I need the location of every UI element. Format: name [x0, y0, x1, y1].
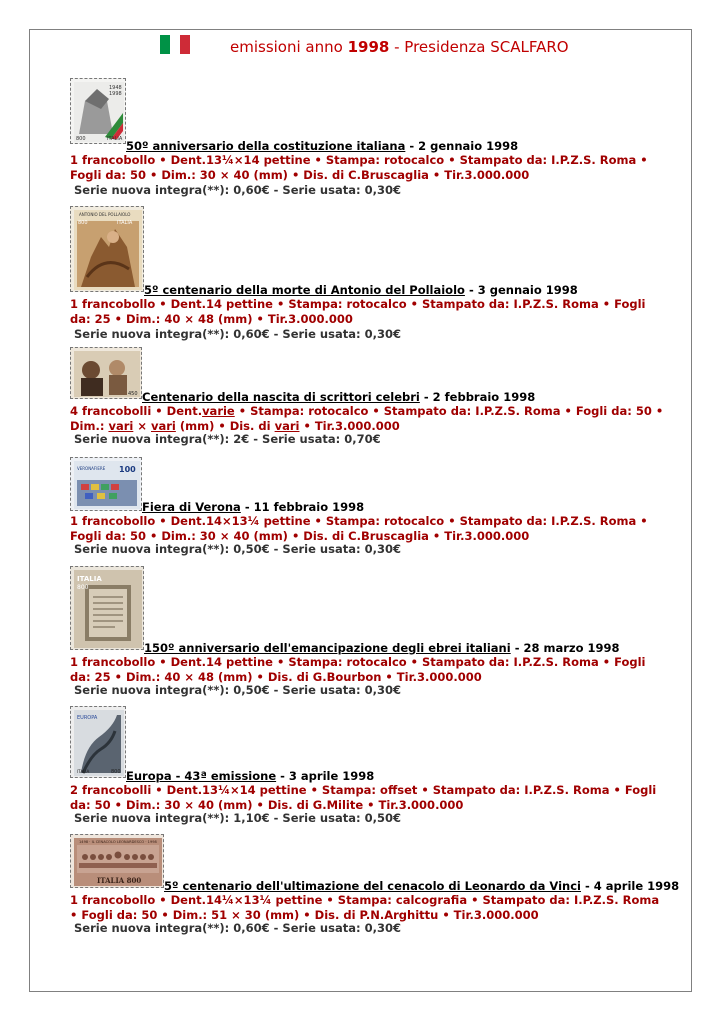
info-link[interactable]: varie — [202, 404, 235, 418]
page-title — [230, 38, 569, 56]
issue-date: - 2 gennaio 1998 — [409, 139, 519, 153]
stamp-illustration — [71, 348, 142, 399]
stamp-text: 1498 · IL CENACOLO LEONARDESCO · 1998 — [79, 840, 157, 844]
stamp-text: 800 — [77, 584, 89, 591]
issue-name-link[interactable]: 5º centenario dell'ultimazione del cenacolo di Leonardo da Vinci — [164, 879, 581, 893]
issue-details: 1 francobollo • Dent.14×13¼ pettine • Stampa: rotocalco • Stampato da: I.P.Z.S. Roma • Fogli da: 50 • Dim.: 30 × 40 (mm) • Dis. di C.Bruscaglia • Tir.3.000.000 — [70, 514, 648, 543]
stamp-image[interactable] — [70, 706, 126, 778]
issue-details: 1 francobollo • Dent.13¼×14 pettine • Stampa: rotocalco • Stampato da: I.P.Z.S. Roma • Fogli da: 50 • Dim.: 30 × 40 (mm) • Dis. di C.Bruscaglia • Tir.3.000.000 — [70, 153, 648, 182]
issue-name-link[interactable]: 5º centenario della morte di Antonio del Pollaiolo — [144, 283, 465, 297]
stamp-text: VERONAFIERE — [77, 466, 106, 471]
issue-details: 1 francobollo • Dent.14¼×13¼ pettine • Stampa: calcografia • Stampato da: I.P.Z.S. Roma • Fogli da: 50 • Dim.: 51 × 30 (mm) • Dis. di P.N.Arghittu • Tir.3.000.000 — [70, 893, 660, 922]
issue-price: Serie nuova integra(**): 0,60€ - Serie usata: 0,30€ — [74, 183, 401, 197]
issue-heading — [126, 769, 374, 783]
info-text: • Stampa: rotocalco • Stampato da: I.P.Z.S. Roma • Fogli da: 50 • Dim.: — [70, 404, 664, 433]
stamp-image[interactable] — [70, 206, 144, 292]
issue-heading — [126, 139, 518, 153]
stamp-text: 450 — [128, 391, 138, 397]
issue-heading — [164, 879, 679, 893]
issue-details: 2 francobolli • Dent.13¼×14 pettine • Stampa: offset • Stampato da: I.P.Z.S. Roma • Fogli da: 50 • Dim.: 30 × 40 (mm) • Dis. di G.Milite • Tir.3.000.000 — [70, 783, 657, 812]
issue-name-link[interactable]: 50º anniversario della costituzione italiana — [126, 139, 406, 153]
info-text: × — [133, 419, 151, 433]
stamp-image[interactable] — [70, 566, 144, 650]
stamp-illustration — [71, 707, 126, 778]
issue-heading — [142, 500, 364, 514]
issue-details: 1 francobollo • Dent.14 pettine • Stampa: rotocalco • Stampato da: I.P.Z.S. Roma • Fogli da: 25 • Dim.: 40 × 48 (mm) • Dis. di G.Bourbon • Tir.3.000.000 — [70, 655, 646, 684]
issue-date: - 2 febbraio 1998 — [423, 390, 536, 404]
stamp-illustration — [71, 207, 144, 292]
info-text: • Tir.3.000.000 — [299, 419, 400, 433]
issue-entry — [70, 206, 680, 341]
issue-price: Serie nuova integra(**): 0,60€ - Serie usata: 0,30€ — [74, 327, 401, 341]
flag-white-stripe — [170, 35, 180, 54]
stamp-text: EUROPA — [77, 715, 98, 721]
issue-entry — [70, 347, 680, 447]
italian-flag-icon — [160, 35, 190, 54]
stamp-text: ITALIA 800 — [97, 876, 142, 885]
stamp-text: ITALIA — [77, 575, 102, 583]
stamp-text: ITALIA — [117, 220, 133, 226]
stamp-image[interactable] — [70, 347, 142, 399]
issue-heading — [144, 283, 578, 297]
stamp-image[interactable] — [70, 457, 142, 511]
issue-price: Serie nuova integra(**): 0,50€ - Serie usata: 0,30€ — [74, 542, 401, 556]
issue-entry — [70, 566, 680, 702]
issue-name-link[interactable]: 150º anniversario dell'emancipazione degli ebrei italiani — [144, 641, 511, 655]
title-year: 1998 — [347, 38, 390, 56]
stamp-illustration — [71, 835, 164, 888]
issue-entry — [70, 834, 680, 944]
issue-price: Serie nuova integra(**): 0,50€ - Serie usata: 0,30€ — [74, 683, 401, 697]
info-text: 4 francobolli • Dent. — [70, 404, 203, 418]
stamp-text: 100 — [119, 465, 136, 474]
issue-heading — [144, 641, 620, 655]
stamp-text: 1998 — [109, 91, 122, 97]
issue-details: 1 francobollo • Dent.14 pettine • Stampa: rotocalco • Stampato da: I.P.Z.S. Roma • Fogli da: 25 • Dim.: 40 × 48 (mm) • Tir.3.000.000 — [70, 297, 646, 326]
issue-entry — [70, 457, 680, 557]
info-link[interactable]: vari — [108, 419, 134, 433]
issue-name-link[interactable]: Fiera di Verona — [142, 500, 241, 514]
stamp-illustration — [71, 567, 144, 650]
issue-date: - 28 marzo 1998 — [514, 641, 620, 655]
stamp-text: 800 — [76, 136, 86, 142]
issue-date: - 4 aprile 1998 — [585, 879, 680, 893]
stamp-text: 1948 — [109, 85, 122, 91]
info-text: (mm) • Dis. di — [175, 419, 275, 433]
issue-date: - 3 aprile 1998 — [280, 769, 375, 783]
flag-red-stripe — [180, 35, 190, 54]
issue-entry — [70, 78, 680, 198]
stamp-text: ITALIA — [77, 769, 90, 774]
stamp-illustration — [71, 79, 126, 144]
title-prefix: emissioni anno — [230, 38, 343, 56]
issue-price: Serie nuova integra(**): 2€ - Serie usata: 0,70€ — [74, 432, 381, 446]
stamp-text: ITALIA — [107, 136, 123, 142]
info-link[interactable]: vari — [150, 419, 176, 433]
issue-price: Serie nuova integra(**): 0,60€ - Serie usata: 0,30€ — [74, 921, 401, 935]
issue-details — [70, 404, 670, 434]
flag-green-stripe — [160, 35, 170, 54]
stamp-image[interactable] — [70, 78, 126, 144]
issue-date: - 11 febbraio 1998 — [244, 500, 365, 514]
stamp-text: 800 — [78, 220, 88, 226]
issue-name-link[interactable]: Europa - 43ª emissione — [126, 769, 277, 783]
issue-entry — [70, 706, 680, 826]
stamp-text: ANTONIO DEL POLLAIOLO — [79, 212, 131, 217]
issue-price: Serie nuova integra(**): 1,10€ - Serie usata: 0,50€ — [74, 811, 401, 825]
issue-name-link[interactable]: Centenario della nascita di scrittori celebri — [142, 390, 420, 404]
issue-heading — [142, 390, 535, 404]
stamp-illustration — [71, 458, 142, 511]
info-link[interactable]: vari — [274, 419, 300, 433]
title-suffix: - Presidenza SCALFARO — [394, 38, 569, 56]
issue-date: - 3 gennaio 1998 — [468, 283, 578, 297]
stamp-image[interactable] — [70, 834, 164, 888]
stamp-text: 800 — [111, 769, 121, 775]
